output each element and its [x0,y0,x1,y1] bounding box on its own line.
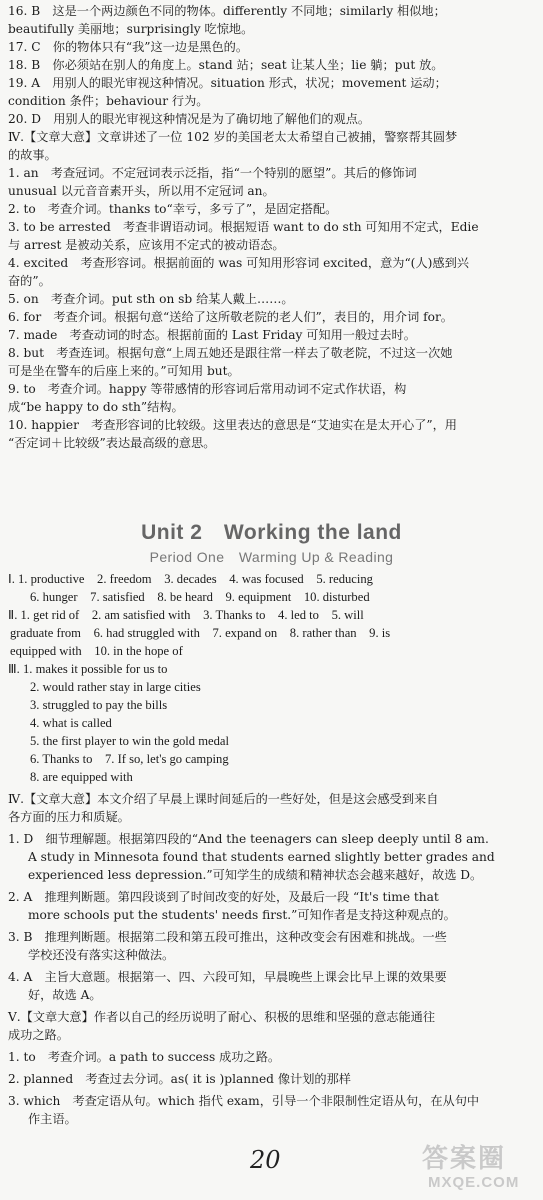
text-line: 5. the first player to win the gold medal [30,734,230,748]
text-line: Ⅲ. 1. makes it possible for us to [8,662,168,676]
text-line: equipped with 10. in the hope of [10,644,183,658]
text-line: 19. A 用别人的眼光审视这种情况。situation 形式，状况；movement 运动； [8,76,447,90]
text-line: 成“be happy to do sth”结构。 [8,400,184,414]
text-line: Ⅱ. 1. get rid of 2. am satisfied with 3. Thanks to 4. led to 5. will [8,608,364,622]
text-line: 6. hunger 7. satisfied 8. be heard 9. equipment 10. disturbed [30,590,370,604]
text-line: “否定词＋比较级”表达最高级的意思。 [8,436,216,450]
text-line: 学校还没有落实这种做法。 [28,948,175,962]
text-line: 4. A 主旨大意题。根据第一、四、六段可知，早晨晚些上课会比早上课的效果要 [8,970,447,984]
text-line: 10. happier 考查形容词的比较级。这里表达的意思是“艾迪实在是太开心了”，用 [8,418,457,432]
text-line: 8. but 考查连词。根据句意“上周五她还是跟往常一样去了敬老院，不过这一次她 [8,346,453,360]
text-line: 1. D 细节理解题。根据第四段的“And the teenagers can sleep deeply until 8 am. [8,832,489,846]
text-line: 3. struggled to pay the bills [30,698,168,712]
text-line: 4. what is called [30,716,112,730]
text-line: experienced less depression.”可知学生的成绩和精神状态会越来越好，故选 D。 [28,868,483,882]
text-line: graduate from 6. had struggled with 7. expand on 8. rather than 9. is [10,626,391,640]
text-line: 5. on 考查介词。put sth on sb 给某人戴上……。 [8,292,294,306]
text-line: condition 条件；behaviour 行为。 [8,94,209,108]
text-line: 2. planned 考查过去分词。as( it is )planned 像计划的那样 [8,1072,351,1086]
text-line: 奋的”。 [8,274,51,288]
text-line: 作主语。 [28,1112,77,1126]
text-line: 6. Thanks to 7. If so, let's go camping [30,752,229,766]
text-line: beautifully 美丽地；surprisingly 吃惊地。 [8,22,254,36]
text-line: 9. to 考查介词。happy 等带感情的形容词后常用动词不定式作状语，构 [8,382,407,396]
text-line: 6. for 考查介词。根据句意“送给了这所敬老院的老人们”，表目的，用介词 for。 [8,310,453,324]
text-line: 7. made 考查动词的时态。根据前面的 Last Friday 可知用一般过去时。 [8,328,416,342]
text-line: more schools put the students' needs first.”可知作者是支持这种观点的。 [28,908,456,922]
text-line: 好，故选 A。 [28,988,102,1002]
text-line: Ⅳ.【文章大意】本文介绍了早晨上课时间延后的一些好处，但是这会感受到来自 [8,792,439,806]
watermark-logo [418,1138,538,1196]
text-line: 与 arrest 是被动关系，应该用不定式的被动语态。 [8,238,285,252]
text-line: 8. are equipped with [30,770,133,784]
text-line: 1. to 考查介词。a path to success 成功之路。 [8,1050,281,1064]
text-line: 2. would rather stay in large cities [30,680,201,694]
text-line: 4. excited 考查形容词。根据前面的 was 可知用形容词 excited，意为“(人)感到兴 [8,256,469,270]
text-line: 2. to 考查介词。thanks to“幸亏，多亏了”，是固定搭配。 [8,202,338,216]
text-line: 20. D 用别人的眼光审视这种情况是为了确切地了解他们的观点。 [8,112,371,126]
text-line: 3. to be arrested 考查非谓语动词。根据短语 want to do sth 可知用不定式，Edie [8,220,479,234]
text-line: 2. A 推理判断题。第四段谈到了时间改变的好处，及最后一段 “It's time that [8,890,439,904]
watermark-text-bottom: MXQE.COM [428,1174,520,1191]
text-line: 1. an 考查冠词。不定冠词表示泛指，指“一个特别的愿望”。其后的修饰词 [8,166,417,180]
page-number: 20 [250,1146,281,1174]
text-line: 3. which 考查定语从句。which 指代 exam，引导一个非限制性定语从句，在从句中 [8,1094,480,1108]
text-line: unusual 以元音音素开头，所以用不定冠词 an。 [8,184,275,198]
text-line: 的故事。 [8,148,57,162]
watermark-text-top: 答案圈 [422,1143,507,1173]
text-line: Ⅳ.【文章大意】文章讲述了一位 102 岁的美国老太太希望自己被捕，警察帮其圆梦 [8,130,458,144]
text-line: 可是坐在警车的后座上来的。”可知用 but。 [8,364,240,378]
unit-heading: Unit 2 Working the land [141,521,402,544]
text-line: 18. B 你必须站在别人的角度上。stand 站；seat 让某人坐；lie 躺；put 放。 [8,58,444,72]
text-line: Ⅰ. 1. productive 2. freedom 3. decades 4. was focused 5. reducing [8,572,373,586]
period-heading: Period One Warming Up & Reading [149,549,394,565]
text-line: 成功之路。 [8,1028,69,1042]
text-line: Ⅴ.【文章大意】作者以自己的经历说明了耐心、积极的思维和坚强的意志能通往 [8,1010,436,1024]
text-line: A study in Minnesota found that students earned slightly better grades and [28,850,495,864]
text-line: 17. C 你的物体只有“我”这一边是黑色的。 [8,40,249,54]
text-line: 各方面的压力和质疑。 [8,810,130,824]
text-line: 16. B 这是一个两边颜色不同的物体。differently 不同地；similarly 相似地； [8,4,446,18]
text-line: 3. B 推理判断题。根据第二段和第五段可推出，这种改变会有困难和挑战。一些 [8,930,447,944]
